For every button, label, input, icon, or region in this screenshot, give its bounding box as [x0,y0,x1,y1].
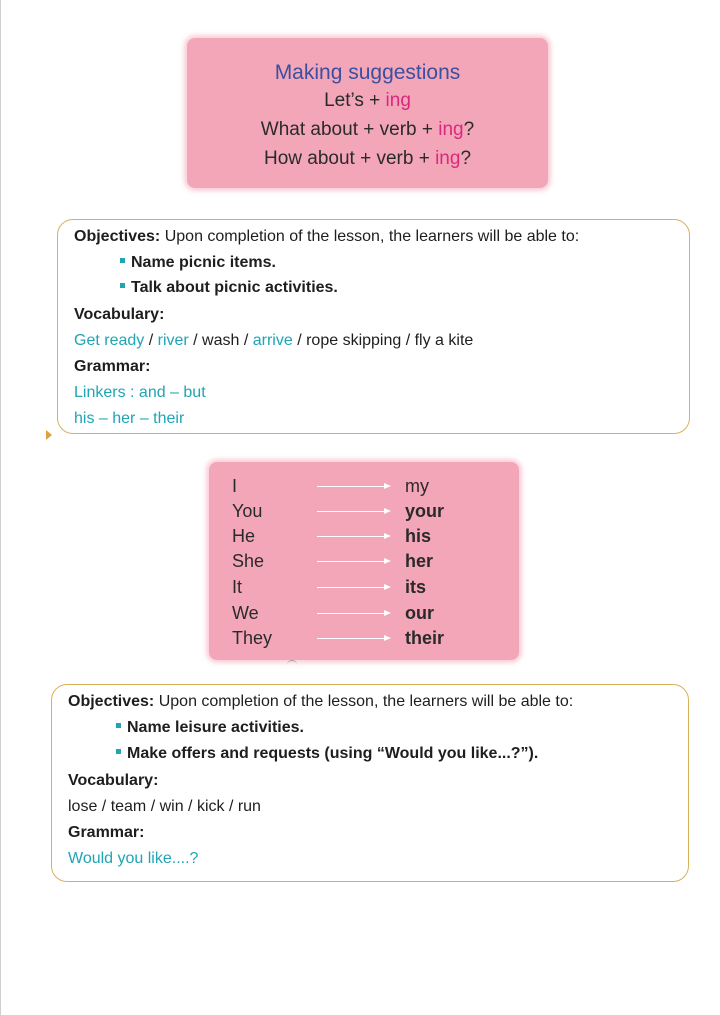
grammar-label: Grammar: [74,358,151,375]
grammar-linkers: Linkers : and – but [74,384,206,401]
subject-pronoun: I [232,476,238,496]
objective-bullet [120,277,338,299]
suggestion-line-what-about [187,115,548,144]
bullet-icon [120,258,125,263]
objectives-text: Upon completion of the lesson, the learners will be able to: [154,693,574,710]
bullet-icon [116,749,121,754]
vocab-word: arrive [252,332,293,349]
suggestions-title: Making suggestions [274,61,461,84]
subject-pronoun: He [232,526,256,546]
vocab-word: Get ready [74,332,145,349]
corner-marker-icon [46,430,52,440]
suggestion-text: What about + verb + [260,119,439,140]
arrow-right-icon [317,486,385,487]
subject-pronoun: It [232,577,243,597]
objective-text: Name leisure activities. [127,719,304,736]
arrow-right-icon [317,511,385,512]
bullet-icon [116,723,121,728]
vocab-separator: / [144,332,158,349]
pronoun-row [209,601,519,626]
objective-text: Make offers and requests (using “Would you like...?”). [127,745,539,762]
lesson-objectives-box-2 [51,684,689,882]
objectives-line [74,226,579,248]
subject-pronoun: You [232,501,263,521]
suggestion-text: How about + verb + [263,148,436,169]
bullet-icon [120,283,125,288]
vocab-word: / rope skipping / fly a kite [292,332,474,349]
suggestion-text: Let’s + [324,90,386,111]
grammar-would-you-like: Would you like....? [68,850,199,867]
lesson-objectives-box-1 [57,219,690,434]
suggestion-line-how-about [187,144,548,173]
possessive-adjective: our [405,603,434,623]
arrow-right-icon [317,536,385,537]
pronoun-row [209,575,519,600]
objectives-label: Objectives: [68,693,155,710]
possessive-adjective: her [405,551,434,571]
possessive-adjective: your [405,501,445,521]
subject-pronoun: They [232,628,273,648]
vocabulary-list: lose / team / win / kick / run [68,798,261,815]
vocabulary-label: Vocabulary: [74,306,165,323]
grammar-possessives: his – her – their [74,410,185,427]
vocabulary-list [74,330,473,352]
subject-pronoun: We [232,603,259,623]
small-arc-mark [287,660,297,666]
arrow-right-icon [317,561,385,562]
suggestion-ing: ing [435,148,461,169]
pronoun-row [209,626,519,651]
objective-text: Name picnic items. [131,254,276,271]
objective-bullet [120,252,276,274]
suggestion-ing: ing [438,119,464,140]
possessive-adjective: its [405,577,427,597]
pronoun-row [209,524,519,549]
objective-bullet [116,717,304,739]
objectives-line [68,691,573,713]
making-suggestions-panel [187,38,548,188]
vocab-word: river [157,332,189,349]
suggestion-suffix: ? [463,119,475,140]
grammar-label: Grammar: [68,824,145,841]
pronoun-row [209,549,519,574]
possessive-adjective: my [405,476,429,496]
arrow-right-icon [317,613,385,614]
possessive-adjective: their [405,628,445,648]
arrow-right-icon [317,638,385,639]
objective-text: Talk about picnic activities. [131,279,338,296]
vocabulary-label: Vocabulary: [68,772,159,789]
page-edge [0,0,1,1015]
suggestion-line-lets [187,86,548,115]
suggestion-suffix: ? [460,148,472,169]
pronoun-row [209,499,519,524]
arrow-right-icon [317,587,385,588]
suggestion-ing: ing [385,90,411,111]
vocab-word: / wash / [188,332,253,349]
subject-pronoun: She [232,551,265,571]
objectives-text: Upon completion of the lesson, the learners will be able to: [160,228,580,245]
possessive-adjective: his [405,526,432,546]
objective-bullet [116,743,538,765]
objectives-label: Objectives: [74,228,161,245]
pronoun-possessive-panel [209,462,519,660]
pronoun-row [209,474,519,499]
